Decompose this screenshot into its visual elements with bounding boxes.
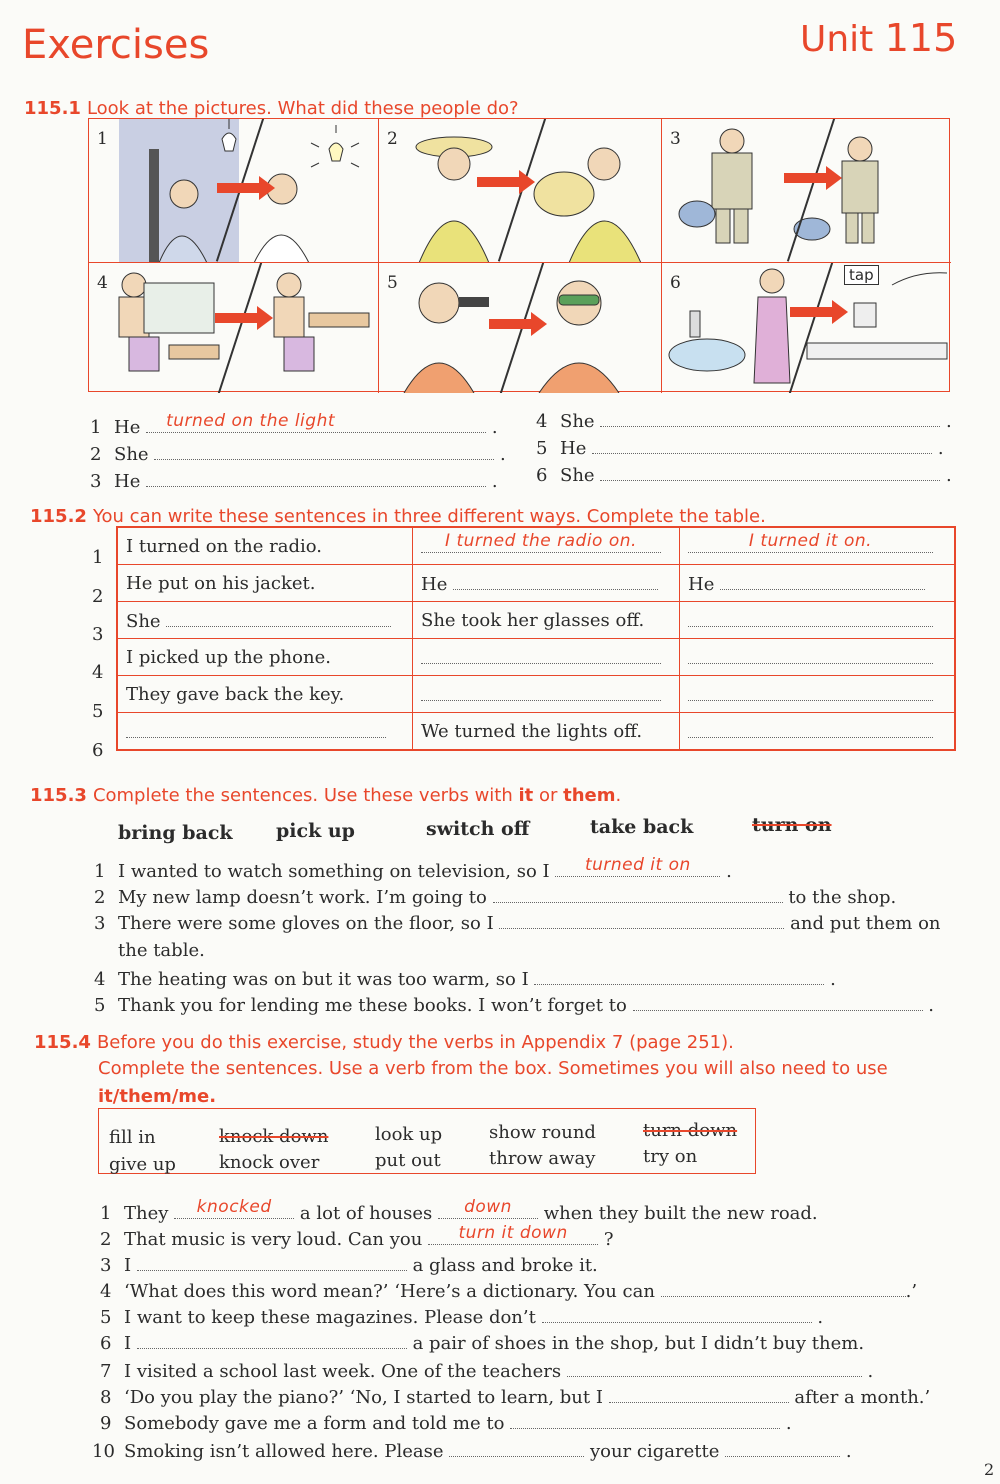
item-text: That music is very loud. Can you [124,1229,423,1250]
ex1-number: 115.1 [24,98,81,119]
answer-text: turned it on [584,855,691,875]
verb-turn-down: turn down [643,1120,738,1141]
ex4-item-10 [92,1438,852,1462]
answer-field[interactable] [609,1384,789,1403]
item-end: ? [603,1229,614,1250]
item-text: after a month.’ [794,1387,931,1408]
item-end: . [726,861,732,882]
answer-text: down [464,1197,512,1217]
verb-show-round: show round [489,1122,596,1143]
answer-field[interactable] [592,435,932,454]
item-text: Thank you for lending me these books. I won’t forget to [118,995,627,1016]
item-text: a pair of shoes in the shop, but I didn’t buy them. [412,1333,865,1354]
unit-number: 115 [884,16,958,60]
ex1-heading [24,98,519,119]
answer-field[interactable] [493,884,783,903]
item-text: They [124,1203,169,1224]
picture-6 [662,263,951,393]
item-text: your cigarette [589,1441,720,1462]
item-end: . [785,1413,792,1434]
verb-try-on: try on [643,1146,698,1167]
picture-number: 2 [387,129,398,149]
sitting-illustration [89,263,379,393]
item-number: 3 [100,1255,112,1276]
answer-field[interactable] [510,1410,780,1429]
ex3-item-2 [94,884,896,908]
item-text: when they built the new road. [543,1203,818,1224]
answer-text: I turned it on. [748,531,873,551]
item-end: to the shop. [788,887,897,908]
tap-illustration [662,263,951,393]
answer-text: knocked [196,1197,272,1217]
answer-field[interactable] [542,1304,812,1323]
verb-put-out: put out [375,1150,441,1171]
item-number: 3 [94,913,106,934]
item-end: and put them on [790,913,941,934]
item-end: . [928,995,934,1016]
ex2-instruction: You can write these sentences in three different ways. Complete the table. [92,506,766,527]
ex3-item-5 [94,992,934,1016]
item-text: ‘Do you play the piano?’ ‘No, I started to learn, but I [124,1387,603,1408]
item-number: 7 [100,1361,112,1382]
item-text: My new lamp doesn’t work. I’m going to [118,887,487,908]
table-row [118,639,955,676]
item-text: a lot of houses [299,1203,433,1224]
ex3-item-3 [94,910,941,934]
item-end: . [845,1441,852,1462]
table-cell[interactable] [680,639,955,676]
table-cell: I turned on the radio. [118,528,413,565]
answer-text: turned on the light [166,411,336,431]
answer-field[interactable] [428,1223,598,1245]
bags-illustration [662,119,951,263]
answer-field[interactable] [499,910,784,929]
cell-text: She [126,611,161,632]
answer-field[interactable] [567,1358,862,1377]
ex4-item-1 [100,1197,818,1224]
answer-text: I turned the radio on. [445,531,637,551]
verb-box [98,1108,756,1174]
item-number: 10 [92,1441,115,1462]
answer-field[interactable] [534,966,824,985]
table-row [118,602,955,639]
item-number: 5 [94,995,106,1016]
item-number: 4 [94,969,106,990]
cell-text: He [421,574,448,595]
ex1-item-4: 4 She . [536,408,952,432]
ex4-item-9 [100,1410,792,1434]
item-number: 4 [536,411,548,432]
answer-field[interactable] [438,1197,538,1219]
answer-field[interactable] [449,1438,584,1457]
item-text: There were some gloves on the floor, so I [118,913,494,934]
item-number: 2 [100,1229,112,1250]
ex3-heading [30,785,621,806]
ex1-item-2: 2 She . [90,441,506,465]
answer-field[interactable] [661,1278,906,1297]
ex3-or: or [533,785,564,806]
picture-number: 5 [387,273,398,293]
page-number: 2 [984,1460,995,1479]
item-number: 1 [90,417,102,438]
ex4-item-6 [100,1330,864,1354]
item-text: Somebody gave me a form and told me to [124,1413,505,1434]
item-end: . [830,969,836,990]
row-number: 3 [92,624,104,645]
ex1-item-6: 6 She . [536,462,952,486]
item-number: 8 [100,1387,112,1408]
item-number: 5 [536,438,548,459]
row-number: 1 [92,547,104,568]
row-number: 5 [92,701,104,722]
ex3-them: them [563,785,616,806]
item-number: 6 [100,1333,112,1354]
ex4-item-5 [100,1304,823,1328]
ex4-instruction-2: Complete the sentences. Use a verb from the box. Sometimes you will also need to use [98,1058,888,1079]
ex4-instruction-3: it/them/me. [98,1086,217,1107]
answer-field[interactable] [633,992,923,1011]
ex1-item-5: 5 He . [536,435,944,459]
verb-give-up: give up [109,1154,176,1175]
verb-throw-away: throw away [489,1148,596,1169]
table-cell[interactable] [413,676,680,713]
verb-fill-in: fill in [109,1127,156,1148]
item-number: 2 [94,887,106,908]
table-cell: We turned the lights off. [413,713,680,750]
verb-bring-back: bring back [118,822,233,844]
unit-word: Unit [800,19,874,60]
item-number: 1 [100,1203,112,1224]
item-text: a glass and broke it. [412,1255,598,1276]
verb-knock-down: knock down [219,1126,329,1147]
item-end: . [867,1361,874,1382]
table-cell[interactable] [413,528,680,565]
ex2-heading [30,506,766,527]
picture-5 [379,263,662,393]
table-cell[interactable] [118,713,413,750]
table-row [118,676,955,713]
picture-3 [662,119,951,263]
answer-field[interactable] [137,1252,407,1271]
ex1-item-3: 3 He . [90,468,498,492]
ex4-item-3 [100,1252,598,1276]
ex3-item-4 [94,966,836,990]
table-cell[interactable] [413,639,680,676]
ex2-number: 115.2 [30,506,87,527]
table-cell: He put on his jacket. [118,565,413,602]
answer-field[interactable] [154,441,494,460]
table-row [118,528,955,565]
picture-1 [89,119,379,263]
item-text: I visited a school last week. One of the teachers [124,1361,562,1382]
picture-grid [88,118,950,392]
verb-knock-over: knock over [219,1152,320,1173]
table-cell[interactable] [413,565,680,602]
item-subject: He [114,417,141,438]
item-text: I wanted to watch something on television, so I [118,861,550,882]
item-text: I want to keep these magazines. Please don’t [124,1307,536,1328]
answer-field[interactable] [600,462,940,481]
ex4-item-2 [100,1223,614,1250]
tap-label: tap [844,265,879,285]
item-number: 3 [90,471,102,492]
picture-number: 4 [97,273,108,293]
row-number: 4 [92,662,104,683]
table-cell[interactable] [680,565,955,602]
item-number: 1 [94,861,106,882]
cell-text: He [688,574,715,595]
row-number: 2 [92,586,104,607]
answer-field[interactable] [137,1330,407,1349]
picture-number: 1 [97,129,108,149]
table-cell[interactable] [680,676,955,713]
item-subject: She [560,465,595,486]
unit-label [800,16,957,60]
answer-field[interactable] [174,1197,294,1219]
item-number: 4 [100,1281,112,1302]
answer-field[interactable] [146,468,486,487]
ex1-item-1: 1 He turned on the light . [90,411,498,438]
ex1-instruction: Look at the pictures. What did these people do? [86,98,519,119]
answer-field[interactable] [600,408,940,427]
ex2-table [116,526,956,751]
ex4-item-8 [100,1384,930,1408]
item-subject: He [560,438,587,459]
answer-field[interactable] [725,1438,840,1457]
table-cell: They gave back the key. [118,676,413,713]
table-cell[interactable] [680,528,955,565]
item-end: . [817,1307,824,1328]
item-text: The heating was on but it was too warm, so I [118,969,529,990]
ex3-instruction: Complete the sentences. Use these verbs with [92,785,519,806]
ex4-heading [34,1032,734,1053]
ex4-item-4 [100,1278,917,1302]
item-number: 5 [100,1307,112,1328]
table-cell[interactable] [118,602,413,639]
item-subject: She [114,444,149,465]
item-end: .’ [905,1281,918,1302]
page-title: Exercises [22,22,210,68]
item-number: 6 [536,465,548,486]
answer-field[interactable] [555,855,720,877]
ex4-item-7 [100,1358,873,1382]
table-cell[interactable] [680,713,955,750]
table-cell: She took her glasses off. [413,602,680,639]
item-subject: He [114,471,141,492]
item-subject: She [560,411,595,432]
ex4-instruction-1: Before you do this exercise, study the verbs in Appendix 7 (page 251). [96,1032,734,1053]
ex3-item-1 [94,855,732,882]
verb-take-back: take back [590,816,694,838]
item-text: I [124,1255,132,1276]
ex3-dot: . [615,785,622,806]
table-cell[interactable] [680,602,955,639]
item-text: ‘What does this word mean?’ ‘Here’s a dictionary. You can [124,1281,655,1302]
ex3-number: 115.3 [30,785,87,806]
ex3-item-3-cont: the table. [118,940,205,961]
picture-number: 6 [670,273,681,293]
picture-number: 3 [670,129,681,149]
table-row [118,565,955,602]
ex3-it: it [518,785,534,806]
item-number: 9 [100,1413,112,1434]
picture-2 [379,119,662,263]
table-row [118,713,955,750]
verb-switch-off: switch off [426,818,530,840]
answer-text: turn it down [458,1223,568,1243]
table-cell: I picked up the phone. [118,639,413,676]
item-text: I [124,1333,132,1354]
item-number: 2 [90,444,102,465]
answer-field[interactable] [146,411,486,433]
item-text: Smoking isn’t allowed here. Please [124,1441,444,1462]
row-number: 6 [92,740,104,761]
picture-4 [89,263,379,393]
verb-look-up: look up [375,1124,443,1145]
verb-turn-on: turn on [752,814,832,836]
ex4-number: 115.4 [34,1032,91,1053]
verb-pick-up: pick up [276,820,355,842]
